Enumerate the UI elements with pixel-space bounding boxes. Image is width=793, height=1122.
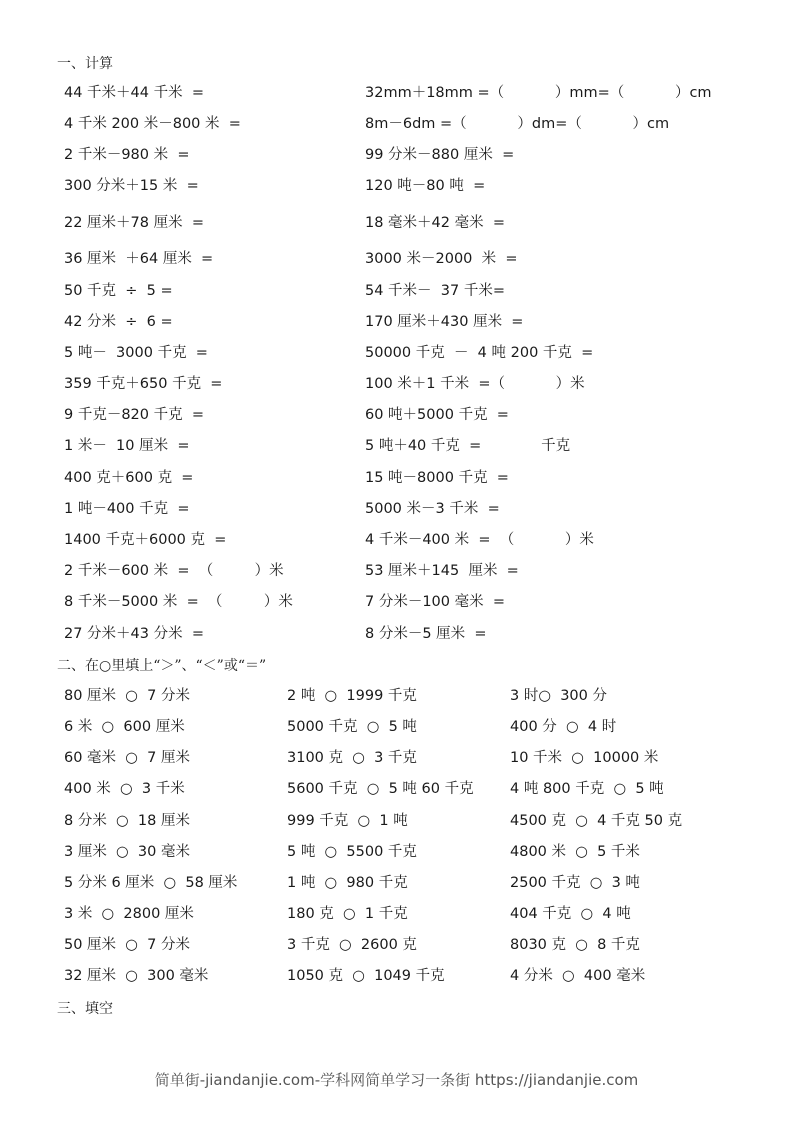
calculation-row [0,113,793,135]
calculation-row [0,435,793,457]
problem-text: 5 吨 ○ 5500 千克 [287,844,417,860]
problem-text: 7 分米－100 毫米 = [365,594,505,610]
problem-text: 3100 克 ○ 3 千克 [287,750,417,766]
problem-text: 44 千米＋44 千米 = [64,85,204,101]
problem-text: 1 米－ 10 厘米 = [64,438,190,454]
section3-heading: 三、填空 [57,1001,113,1017]
footer-watermark: 简单街-jiandanjie.com-学科网简单学习一条街 https://jiandanjie.com [154,1071,639,1089]
calculation-row [0,311,793,333]
problem-text: 9 千克－820 千克 = [64,407,204,423]
calculation-row [0,342,793,364]
problem-text: 3 厘米 ○ 30 毫米 [64,844,190,860]
problem-text: 100 米＋1 千米 =（ ）米 [365,376,585,392]
problem-text: 60 毫米 ○ 7 厘米 [64,750,190,766]
problem-text: 170 厘米＋430 厘米 = [365,314,524,330]
comparison-row [0,685,793,707]
calculation-row [0,144,793,166]
problem-text: 400 分 ○ 4 时 [510,719,617,735]
problem-text: 999 千克 ○ 1 吨 [287,813,408,829]
problem-text: 27 分米＋43 分米 = [64,626,204,642]
problem-text: 53 厘米＋145 厘米 = [365,563,519,579]
calculation-row [0,529,793,551]
problem-text: 3000 米－2000 米 = [365,251,518,267]
problem-text: 10 千米 ○ 10000 米 [510,750,659,766]
problem-text: 300 分米＋15 米 = [64,178,199,194]
calculation-row [0,623,793,645]
comparison-row [0,903,793,925]
problem-text: 2 千米－600 米 = （ ）米 [64,563,284,579]
problem-text: 60 吨＋5000 千克 = [365,407,509,423]
problem-text: 50 千克 ÷ 5 = [64,283,173,299]
problem-text: 50000 千克 － 4 吨 200 千克 = [365,345,594,361]
calculation-row [0,591,793,613]
problem-text: 80 厘米 ○ 7 分米 [64,688,190,704]
problem-text: 32mm＋18mm =（ ）mm=（ ）cm [365,85,712,101]
problem-text: 6 米 ○ 600 厘米 [64,719,185,735]
problem-text: 1 吨－400 千克 = [64,501,190,517]
problem-text: 3 时○ 300 分 [510,688,607,704]
calculation-row [0,175,793,197]
problem-text: 22 厘米＋78 厘米 = [64,215,204,231]
problem-text: 400 米 ○ 3 千米 [64,781,185,797]
problem-text: 5600 千克 ○ 5 吨 60 千克 [287,781,474,797]
problem-text: 4 分米 ○ 400 毫米 [510,968,646,984]
problem-text: 5 吨＋40 千克 = 千克 [365,438,571,454]
problem-text: 120 吨－80 吨 = [365,178,486,194]
calculation-row [0,248,793,270]
problem-text: 4 千米－400 米 = （ ）米 [365,532,594,548]
section2-heading: 二、在○里填上“＞”、“＜”或“＝” [57,658,267,674]
problem-text: 4800 米 ○ 5 千米 [510,844,640,860]
comparison-row [0,872,793,894]
comparison-row [0,747,793,769]
problem-text: 18 毫米＋42 毫米 = [365,215,505,231]
problem-text: 1 吨 ○ 980 千克 [287,875,408,891]
problem-text: 5 分米 6 厘米 ○ 58 厘米 [64,875,238,891]
calculation-row [0,373,793,395]
problem-text: 2500 千克 ○ 3 吨 [510,875,640,891]
calculation-row [0,560,793,582]
problem-text: 8m－6dm =（ ）dm=（ ）cm [365,116,670,132]
problem-text: 4 吨 800 千克 ○ 5 吨 [510,781,664,797]
calculation-row [0,82,793,104]
problem-text: 404 千克 ○ 4 吨 [510,906,631,922]
problem-text: 15 吨－8000 千克 = [365,470,509,486]
calculation-row [0,467,793,489]
problem-text: 8 千米－5000 米 = （ ）米 [64,594,293,610]
calculation-row [0,212,793,234]
problem-text: 42 分米 ÷ 6 = [64,314,173,330]
problem-text: 8 分米－5 厘米 = [365,626,487,642]
problem-text: 36 厘米 ＋64 厘米 = [64,251,214,267]
problem-text: 3 千克 ○ 2600 克 [287,937,417,953]
comparison-row [0,841,793,863]
problem-text: 99 分米－880 厘米 = [365,147,515,163]
problem-text: 2 千米－980 米 = [64,147,190,163]
calculation-row [0,498,793,520]
comparison-row [0,965,793,987]
problem-text: 2 吨 ○ 1999 千克 [287,688,417,704]
problem-text: 8 分米 ○ 18 厘米 [64,813,190,829]
problem-text: 32 厘米 ○ 300 毫米 [64,968,209,984]
comparison-row [0,716,793,738]
problem-text: 3 米 ○ 2800 厘米 [64,906,194,922]
problem-text: 5 吨－ 3000 千克 = [64,345,208,361]
calculation-row [0,280,793,302]
problem-text: 4500 克 ○ 4 千克 50 克 [510,813,683,829]
comparison-row [0,778,793,800]
problem-text: 50 厘米 ○ 7 分米 [64,937,190,953]
section1-heading: 一、计算 [57,56,113,72]
problem-text: 4 千米 200 米－800 米 = [64,116,241,132]
problem-text: 5000 米－3 千米 = [365,501,500,517]
calculation-row [0,404,793,426]
problem-text: 8030 克 ○ 8 千克 [510,937,640,953]
problem-text: 54 千米－ 37 千米= [365,283,505,299]
comparison-row [0,810,793,832]
problem-text: 180 克 ○ 1 千克 [287,906,408,922]
problem-text: 5000 千克 ○ 5 吨 [287,719,417,735]
problem-text: 1400 千克＋6000 克 = [64,532,227,548]
problem-text: 359 千克＋650 千克 = [64,376,223,392]
problem-text: 400 克＋600 克 = [64,470,194,486]
comparison-row [0,934,793,956]
problem-text: 1050 克 ○ 1049 千克 [287,968,445,984]
